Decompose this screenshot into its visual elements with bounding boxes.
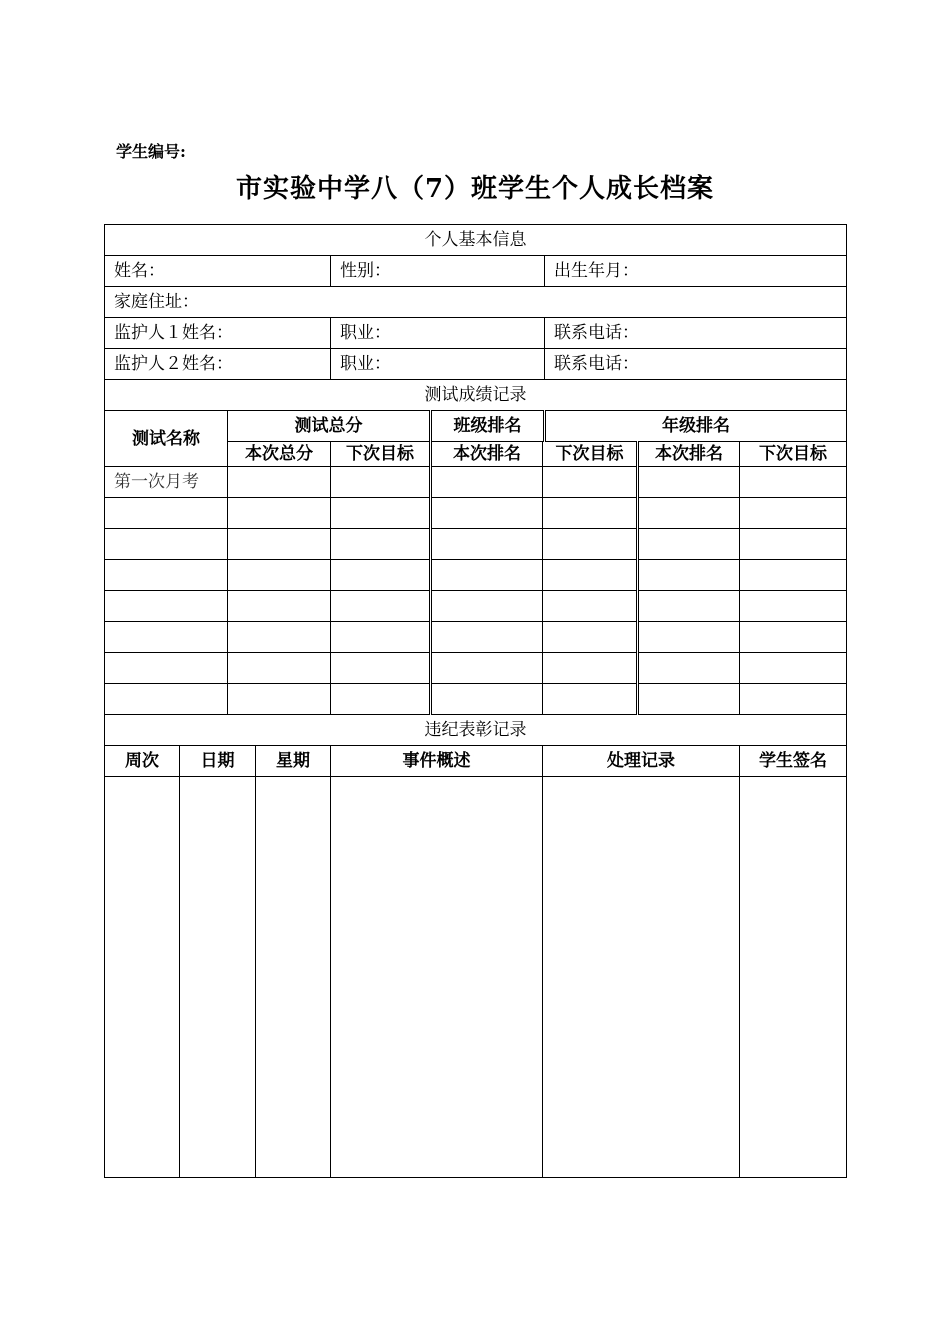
growth-record-table bbox=[104, 224, 847, 1178]
score-cell[interactable] bbox=[431, 467, 543, 498]
test-name-header: 测试名称 bbox=[105, 411, 228, 467]
score-cell[interactable] bbox=[331, 684, 431, 715]
test-name-cell[interactable] bbox=[105, 529, 228, 560]
guardian1-name-field[interactable]: 监护人１姓名： bbox=[105, 318, 331, 349]
event-summary-cell[interactable] bbox=[331, 777, 543, 1178]
class-rank-header: 班级排名 bbox=[431, 411, 545, 442]
weekday-cell[interactable] bbox=[256, 777, 331, 1178]
handling-record-cell[interactable] bbox=[543, 777, 740, 1178]
score-cell[interactable] bbox=[431, 498, 543, 529]
score-row bbox=[105, 591, 847, 622]
score-cell[interactable] bbox=[228, 529, 331, 560]
student-signature-header: 学生签名 bbox=[740, 746, 847, 777]
student-signature-cell[interactable] bbox=[740, 777, 847, 1178]
score-cell[interactable] bbox=[543, 560, 638, 591]
discipline-section-title: 违纪表彰记录 bbox=[105, 715, 847, 746]
score-cell[interactable] bbox=[638, 529, 740, 560]
test-name-cell[interactable] bbox=[105, 560, 228, 591]
score-row bbox=[105, 467, 847, 498]
score-cell[interactable] bbox=[331, 653, 431, 684]
score-cell[interactable] bbox=[331, 467, 431, 498]
score-row bbox=[105, 529, 847, 560]
name-field[interactable]: 姓名： bbox=[105, 256, 331, 287]
score-cell[interactable] bbox=[638, 684, 740, 715]
gender-field[interactable]: 性别： bbox=[331, 256, 545, 287]
score-cell[interactable] bbox=[331, 498, 431, 529]
score-cell[interactable] bbox=[543, 622, 638, 653]
score-cell[interactable] bbox=[543, 591, 638, 622]
score-cell[interactable] bbox=[331, 591, 431, 622]
score-cell[interactable] bbox=[228, 653, 331, 684]
birth-date-field[interactable]: 出生年月： bbox=[545, 256, 847, 287]
score-cell[interactable] bbox=[638, 591, 740, 622]
score-cell[interactable] bbox=[543, 467, 638, 498]
date-header: 日期 bbox=[180, 746, 256, 777]
score-cell[interactable] bbox=[740, 591, 847, 622]
score-cell[interactable] bbox=[431, 560, 543, 591]
guardian2-occupation-field[interactable]: 职业： bbox=[331, 349, 545, 380]
score-cell[interactable] bbox=[431, 684, 543, 715]
score-cell[interactable] bbox=[740, 560, 847, 591]
score-cell[interactable] bbox=[228, 467, 331, 498]
score-cell[interactable] bbox=[431, 653, 543, 684]
score-cell[interactable] bbox=[543, 529, 638, 560]
score-cell[interactable] bbox=[228, 684, 331, 715]
scores-section-title: 测试成绩记录 bbox=[105, 380, 847, 411]
this-grade-rank-header: 本次排名 bbox=[638, 442, 740, 467]
score-row bbox=[105, 498, 847, 529]
document-title: 市实验中学八（7）班学生个人成长档案 bbox=[235, 174, 715, 204]
weekday-header: 星期 bbox=[256, 746, 331, 777]
score-cell[interactable] bbox=[228, 622, 331, 653]
event-summary-header: 事件概述 bbox=[331, 746, 543, 777]
score-row bbox=[105, 653, 847, 684]
date-cell[interactable] bbox=[180, 777, 256, 1178]
total-score-header: 测试总分 bbox=[228, 411, 431, 442]
grade-rank-header: 年级排名 bbox=[545, 411, 847, 442]
guardian1-phone-field[interactable]: 联系电话： bbox=[545, 318, 847, 349]
score-cell[interactable] bbox=[740, 529, 847, 560]
guardian2-name-field[interactable]: 监护人２姓名： bbox=[105, 349, 331, 380]
score-cell[interactable] bbox=[740, 467, 847, 498]
score-cell[interactable] bbox=[431, 591, 543, 622]
score-cell[interactable] bbox=[331, 560, 431, 591]
guardian1-occupation-field[interactable]: 职业： bbox=[331, 318, 545, 349]
this-class-rank-header: 本次排名 bbox=[431, 442, 543, 467]
score-cell[interactable] bbox=[638, 498, 740, 529]
next-total-target-header: 下次目标 bbox=[331, 442, 431, 467]
score-cell[interactable] bbox=[638, 560, 740, 591]
next-class-target-header: 下次目标 bbox=[543, 442, 638, 467]
score-row bbox=[105, 622, 847, 653]
test-name-cell[interactable] bbox=[105, 498, 228, 529]
handling-record-header: 处理记录 bbox=[543, 746, 740, 777]
week-cell[interactable] bbox=[105, 777, 180, 1178]
score-cell[interactable] bbox=[638, 467, 740, 498]
score-cell[interactable] bbox=[740, 498, 847, 529]
score-cell[interactable] bbox=[228, 560, 331, 591]
score-cell[interactable] bbox=[431, 529, 543, 560]
basic-info-section-title: 个人基本信息 bbox=[105, 225, 847, 256]
test-name-cell[interactable] bbox=[105, 591, 228, 622]
score-cell[interactable] bbox=[543, 498, 638, 529]
score-cell[interactable] bbox=[740, 653, 847, 684]
score-cell[interactable] bbox=[431, 622, 543, 653]
student-number-label: 学生编号: bbox=[116, 142, 186, 161]
score-cell[interactable] bbox=[228, 498, 331, 529]
score-cell[interactable] bbox=[228, 591, 331, 622]
score-cell[interactable] bbox=[638, 622, 740, 653]
this-total-header: 本次总分 bbox=[228, 442, 331, 467]
test-name-cell[interactable]: 第一次月考 bbox=[105, 467, 228, 498]
score-cell[interactable] bbox=[543, 653, 638, 684]
test-name-cell[interactable] bbox=[105, 622, 228, 653]
score-row bbox=[105, 560, 847, 591]
guardian2-phone-field[interactable]: 联系电话： bbox=[545, 349, 847, 380]
week-header: 周次 bbox=[105, 746, 180, 777]
score-cell[interactable] bbox=[331, 529, 431, 560]
score-cell[interactable] bbox=[331, 622, 431, 653]
address-field[interactable]: 家庭住址： bbox=[105, 287, 847, 318]
test-name-cell[interactable] bbox=[105, 684, 228, 715]
score-row bbox=[105, 684, 847, 715]
score-cell[interactable] bbox=[543, 684, 638, 715]
score-cell[interactable] bbox=[740, 684, 847, 715]
test-name-cell[interactable] bbox=[105, 653, 228, 684]
score-cell[interactable] bbox=[638, 653, 740, 684]
score-cell[interactable] bbox=[740, 622, 847, 653]
next-grade-target-header: 下次目标 bbox=[740, 442, 847, 467]
